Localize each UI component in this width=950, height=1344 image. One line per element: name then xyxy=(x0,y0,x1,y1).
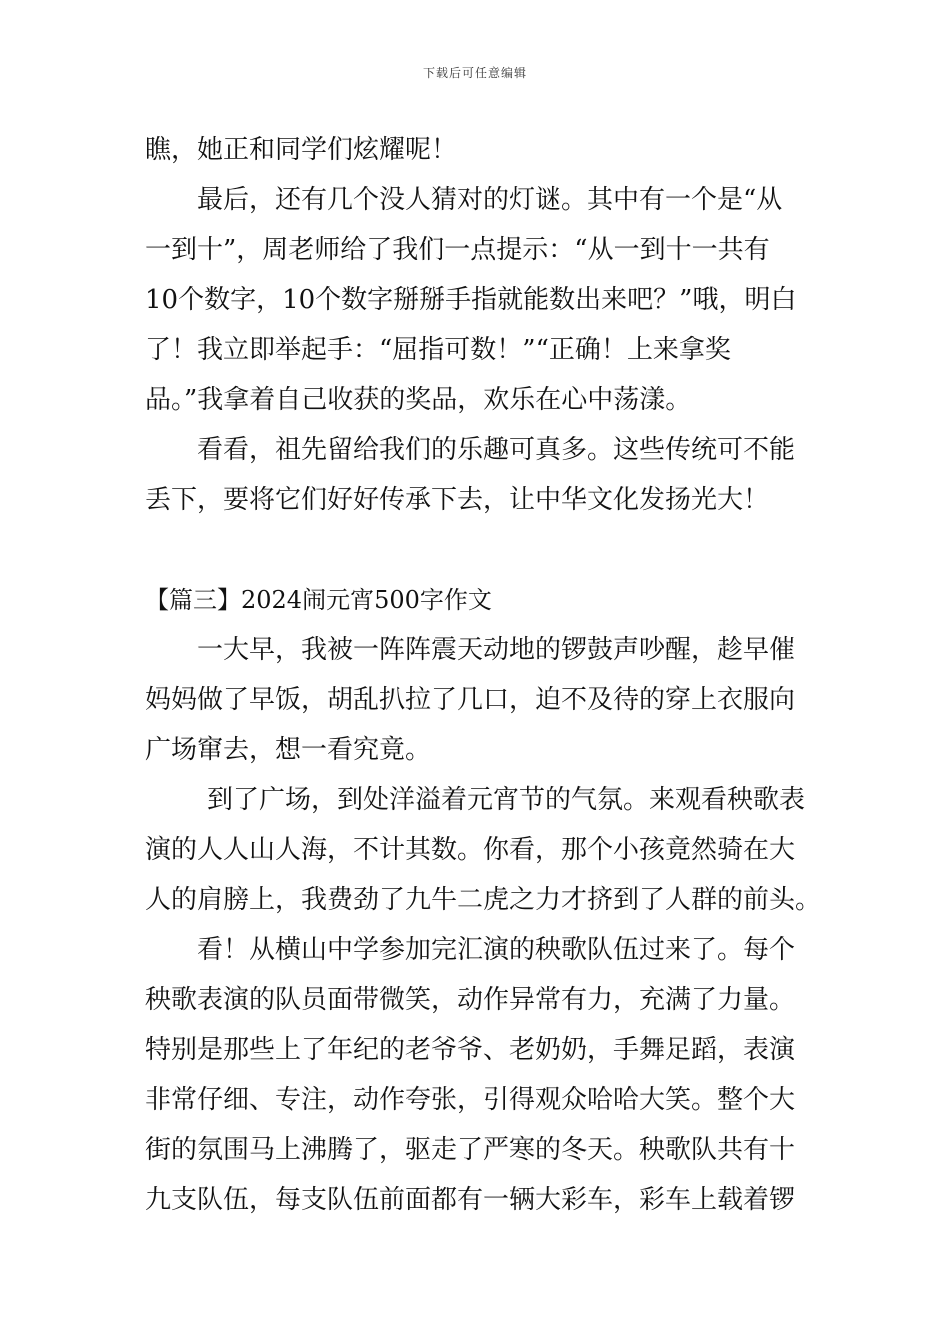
paragraph-start-line: 看看，祖先留给我们的乐趣可真多。这些传统可不能 xyxy=(197,435,796,465)
text-line: 九支队伍，每支队伍前面都有一辆大彩车，彩车上载着锣 xyxy=(145,1185,796,1215)
text-line: 人的肩膀上，我费劲了九牛二虎之力才挤到了人群的前头。 xyxy=(145,885,822,915)
text-line: 10个数字，10个数字掰掰手指就能数出来吧？”哦，明白 xyxy=(145,285,797,315)
text-line: 了！我立即举起手：“屈指可数！”“正确！上来拿奖 xyxy=(145,335,731,365)
text-line: 瞧，她正和同学们炫耀呢！ xyxy=(145,135,458,165)
text-line: 妈妈做了早饭，胡乱扒拉了几口，迫不及待的穿上衣服向 xyxy=(145,685,796,715)
paragraph-start-line: 看！从横山中学参加完汇演的秧歌队伍过来了。每个 xyxy=(197,935,796,965)
page-header: 下载后可任意编辑 xyxy=(422,66,527,80)
text-line: 丢下，要将它们好好传承下去，让中华文化发扬光大！ xyxy=(145,485,770,515)
text-line: 秧歌表演的队员面带微笑，动作异常有力，充满了力量。 xyxy=(145,985,796,1015)
text-line: 广场窜去，想一看究竟。 xyxy=(145,735,432,765)
paragraph-start-line: 到了广场，到处洋溢着元宵节的气氛。来观看秧歌表 xyxy=(207,785,806,815)
text-line: 演的人人山人海，不计其数。你看，那个小孩竟然骑在大 xyxy=(145,835,796,865)
essay-body xyxy=(145,125,822,1225)
text-line: 一到十”，周老师给了我们一点提示：“从一到十一共有 xyxy=(145,235,770,265)
paragraph-gap xyxy=(145,525,810,575)
paragraph-start-line: 最后，还有几个没人猜对的灯谜。其中有一个是“从 xyxy=(197,185,783,215)
text-line: 品。”我拿着自己收获的奖品，欢乐在心中荡漾。 xyxy=(145,385,692,415)
text-line: 非常仔细、专注，动作夸张，引得观众哈哈大笑。整个大 xyxy=(145,1085,796,1115)
paragraph-start-line: 一大早，我被一阵阵震天动地的锣鼓声吵醒，趁早催 xyxy=(197,635,796,665)
text-line: 特别是那些上了年纪的老爷爷、老奶奶，手舞足蹈，表演 xyxy=(145,1035,796,1065)
text-line: 街的氛围马上沸腾了，驱走了严寒的冬天。秧歌队共有十 xyxy=(145,1135,796,1165)
section-title: 【篇三】2024闹元宵500字作文 xyxy=(145,586,492,614)
